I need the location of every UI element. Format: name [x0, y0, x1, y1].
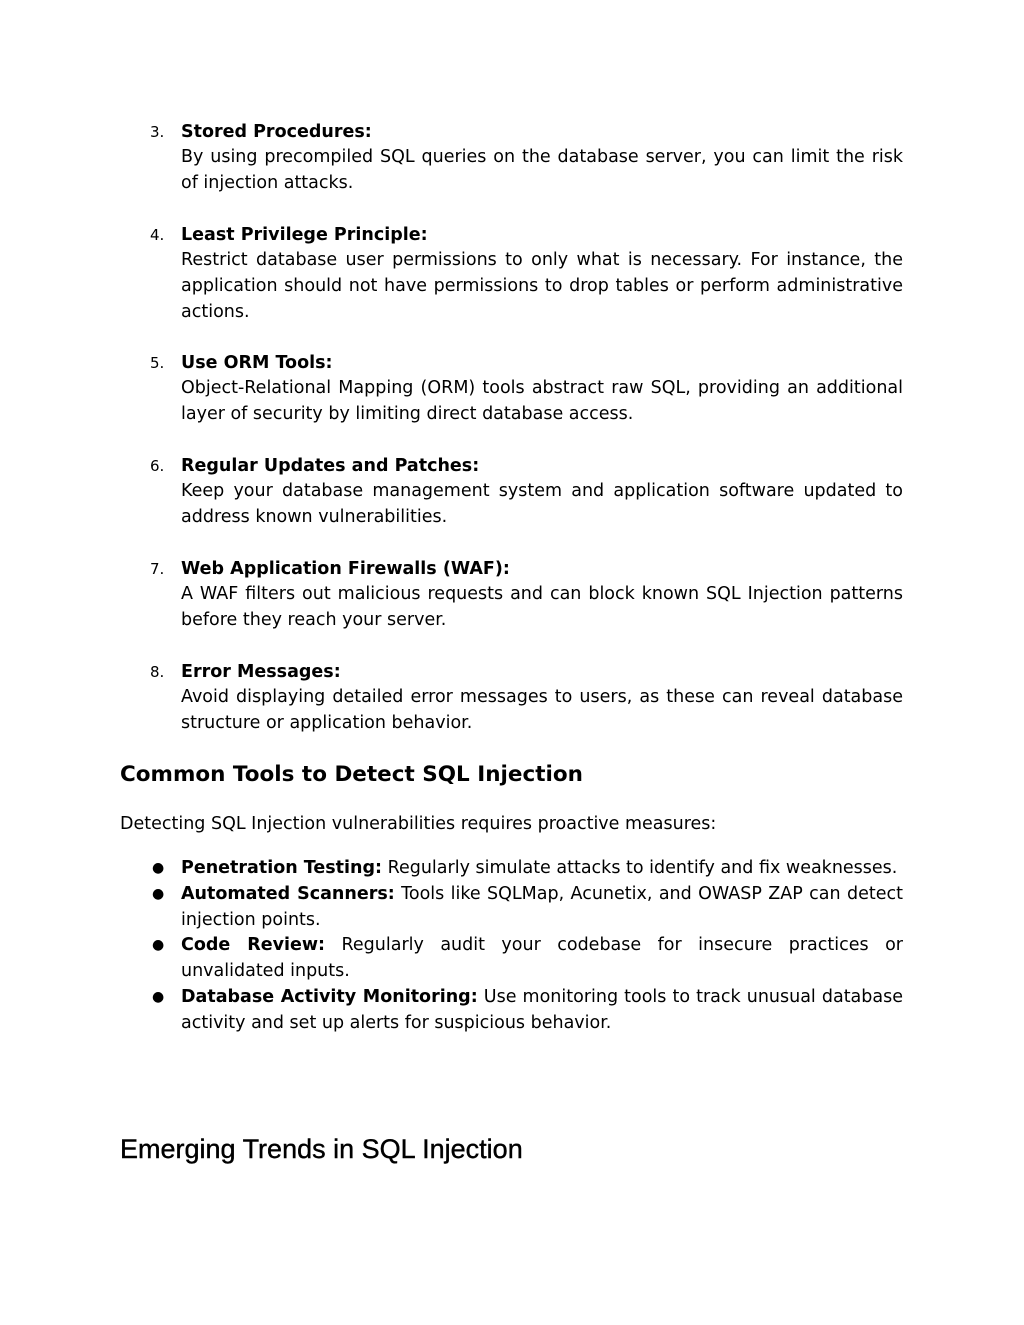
section-intro: Detecting SQL Injection vulnerabilities requires proactive measures: [120, 814, 717, 834]
list-item-title: Least Privilege Principle: [181, 225, 428, 245]
bullet-text: Regularly audit your codebase for insecure practices or unvalidated inputs. [181, 935, 903, 982]
list-item-title: Use ORM Tools: [181, 353, 333, 373]
list-item-title: Stored Procedures: [181, 122, 372, 142]
bullet-text: Regularly simulate attacks to identify and fix weaknesses. [387, 858, 898, 878]
bullet-term: Database Activity Monitoring: [181, 986, 478, 1007]
list-number: 6. [150, 457, 165, 475]
list-item-text: Object-Relational Mapping (ORM) tools abstract raw SQL, providing an additional layer of security by limiting direct database access. [181, 378, 903, 424]
bullet-item-code-review [150, 933, 903, 985]
list-number: 3. [150, 123, 165, 141]
bullet-text: Tools like SQLMap, Acunetix, and OWASP ZAP can detect injection points. [181, 883, 903, 930]
list-number: 4. [150, 226, 165, 244]
list-item-text: Keep your database management system and application software updated to address known vulnerabilities. [181, 481, 903, 527]
bullet-icon: ● [152, 988, 165, 1005]
tools-bullet-list [150, 856, 903, 1037]
list-item-title: Regular Updates and Patches: [181, 456, 480, 476]
bullet-term: Penetration Testing: [181, 858, 383, 878]
bullet-icon: ● [152, 885, 165, 902]
list-item-text: Restrict database user permissions to only what is necessary. For instance, the application should not have permissions to drop tables or perform administrative actions. [181, 250, 903, 322]
bullet-item-penetration-testing [150, 856, 903, 882]
bullet-term: Code Review: [181, 935, 326, 956]
bullet-text: Use monitoring tools to track unusual database activity and set up alerts for suspicious behavior. [181, 986, 903, 1033]
section-heading-emerging-trends: Emerging Trends in SQL Injection [120, 1134, 523, 1164]
list-number: 7. [150, 560, 165, 578]
list-item-title: Web Application Firewalls (WAF): [181, 559, 510, 579]
list-item-text: By using precompiled SQL queries on the database server, you can limit the risk of injection attacks. [181, 147, 903, 193]
list-item-text: Avoid displaying detailed error messages to users, as these can reveal database structure or application behavior. [181, 687, 903, 733]
list-item-title: Error Messages: [181, 662, 341, 682]
section-heading-tools: Common Tools to Detect SQL Injection [120, 762, 583, 787]
bullet-icon: ● [152, 937, 165, 954]
bullet-item-automated-scanners [150, 882, 903, 934]
bullet-term: Automated Scanners: [181, 883, 395, 904]
list-item-text: A WAF filters out malicious requests and can block known SQL Injection patterns before they reach your server. [181, 584, 903, 630]
bullet-item-database-activity-monitoring [150, 985, 903, 1037]
list-number: 5. [150, 354, 165, 372]
bullet-icon: ● [152, 860, 165, 876]
list-number: 8. [150, 663, 165, 681]
